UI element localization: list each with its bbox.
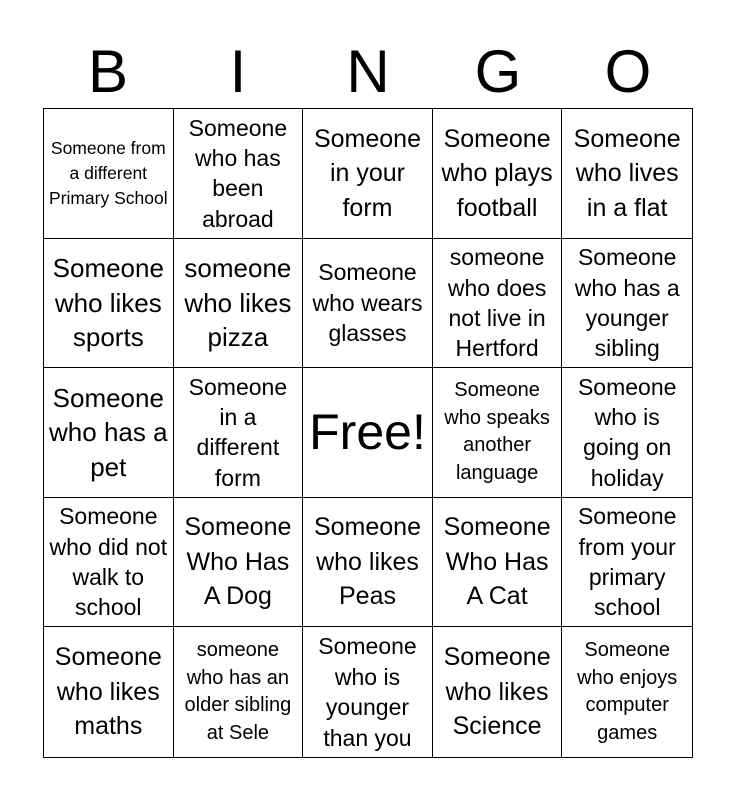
bingo-cell[interactable] bbox=[174, 498, 304, 628]
cell-text: Someone who enjoys computer games bbox=[577, 639, 678, 744]
bingo-grid bbox=[43, 108, 693, 758]
cell-text: someone who does not live in Hertford bbox=[447, 244, 547, 362]
bingo-cell[interactable] bbox=[303, 239, 433, 369]
bingo-cell[interactable] bbox=[44, 109, 174, 239]
bingo-cell[interactable] bbox=[562, 498, 692, 628]
bingo-header bbox=[43, 36, 693, 108]
bingo-cell[interactable] bbox=[562, 239, 692, 369]
bingo-cell[interactable] bbox=[174, 627, 304, 757]
header-letter-g: G bbox=[474, 38, 522, 105]
cell-text: Someone in your form bbox=[313, 124, 421, 222]
bingo-cell[interactable] bbox=[433, 498, 563, 628]
bingo-cell[interactable] bbox=[433, 239, 563, 369]
bingo-cell[interactable] bbox=[174, 368, 304, 498]
cell-text: Someone who has a younger sibling bbox=[574, 244, 680, 362]
cell-text: Someone Who Has A Dog bbox=[184, 513, 292, 611]
cell-text: Someone who is going on holiday bbox=[577, 373, 677, 491]
free-label: Free! bbox=[309, 404, 426, 461]
cell-text: Someone who wears glasses bbox=[312, 259, 423, 347]
cell-text: Someone who has a pet bbox=[49, 382, 168, 482]
bingo-cell[interactable] bbox=[44, 368, 174, 498]
cell-text: Someone who lives in a flat bbox=[573, 124, 681, 222]
bingo-cell[interactable] bbox=[433, 109, 563, 239]
cell-text: Someone who likes Science bbox=[443, 643, 551, 741]
header-letter-o: O bbox=[604, 38, 652, 105]
bingo-cell[interactable] bbox=[562, 368, 692, 498]
bingo-cell[interactable] bbox=[44, 239, 174, 369]
bingo-cell[interactable] bbox=[303, 498, 433, 628]
cell-text: Someone Who Has A Cat bbox=[443, 513, 551, 611]
bingo-cell[interactable] bbox=[562, 109, 692, 239]
bingo-cell[interactable] bbox=[433, 368, 563, 498]
cell-text: Someone who speaks another language bbox=[444, 379, 550, 485]
bingo-cell[interactable] bbox=[562, 627, 692, 757]
bingo-cell[interactable] bbox=[44, 498, 174, 628]
bingo-cell[interactable] bbox=[433, 627, 563, 757]
bingo-cell[interactable] bbox=[303, 627, 433, 757]
cell-text: Someone from a different Primary School bbox=[48, 138, 168, 208]
free-cell[interactable] bbox=[303, 368, 433, 498]
cell-text: Someone who likes Peas bbox=[313, 513, 421, 611]
cell-text: someone who has an older sibling at Sele bbox=[184, 639, 292, 744]
header-letter-n: N bbox=[346, 38, 390, 105]
cell-text: Someone who likes sports bbox=[52, 253, 164, 353]
header-letter-b: B bbox=[87, 38, 129, 105]
cell-text: Someone who is younger than you bbox=[318, 633, 417, 751]
cell-text: Someone who plays football bbox=[441, 124, 553, 222]
cell-text: Someone who likes maths bbox=[54, 643, 162, 741]
cell-text: Someone who did not walk to school bbox=[49, 503, 168, 621]
cell-text: Someone who has been abroad bbox=[188, 114, 288, 232]
cell-text: someone who likes pizza bbox=[184, 253, 292, 353]
bingo-cell[interactable] bbox=[303, 109, 433, 239]
cell-text: Someone in a different form bbox=[188, 373, 288, 491]
bingo-cell[interactable] bbox=[174, 239, 304, 369]
header-letter-i: I bbox=[229, 38, 247, 105]
bingo-cell[interactable] bbox=[174, 109, 304, 239]
bingo-cell[interactable] bbox=[44, 627, 174, 757]
cell-text: Someone from your primary school bbox=[577, 503, 677, 621]
